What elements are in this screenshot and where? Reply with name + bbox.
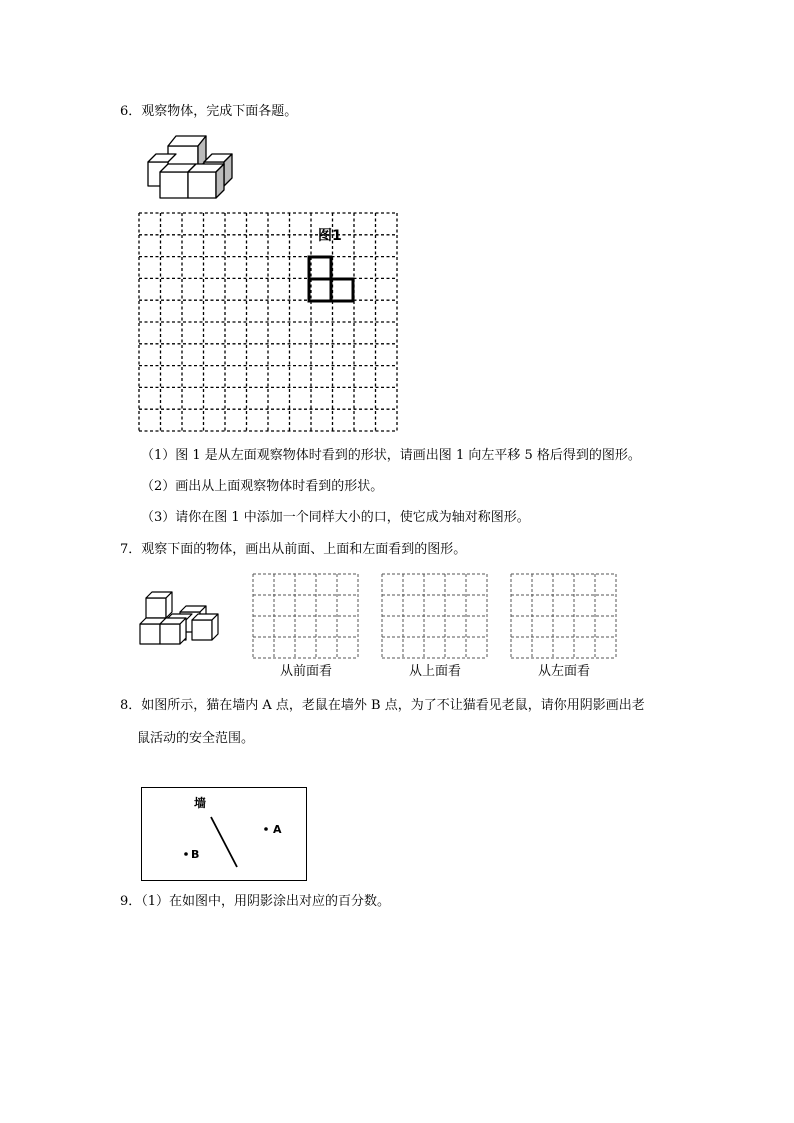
q6-sub1: （1）图 1 是从左面观察物体时看到的形状，请画出图 1 向左平移 5 格后得到的图形。 bbox=[141, 448, 641, 463]
q6-sub3: （3）请你在图 1 中添加一个同样大小的口，使它成为轴对称图形。 bbox=[141, 510, 530, 525]
q7-stem: 7．观察下面的物体，画出从前面、上面和左面看到的图形。 bbox=[120, 542, 467, 557]
caption-top: 从上面看 bbox=[408, 664, 461, 679]
q6-cube-figure bbox=[138, 130, 234, 202]
q7-grid-left bbox=[510, 573, 618, 659]
q9-stem: 9．（1）在如图中，用阴影涂出对应的百分数。 bbox=[120, 894, 391, 909]
q6-stem: 6．观察物体，完成下面各题。 bbox=[120, 104, 298, 119]
figure1-label: 图1 bbox=[318, 228, 342, 244]
q7-grid-top bbox=[381, 573, 489, 659]
caption-front: 从前面看 bbox=[279, 664, 332, 679]
q7-grid-front bbox=[252, 573, 360, 659]
q8-stem-line1: 8．如图所示，猫在墙内 A 点，老鼠在墙外 B 点，为了不让猫看见老鼠，请你用阴影画出老 bbox=[120, 698, 645, 713]
caption-left: 从左面看 bbox=[537, 664, 590, 679]
q8-diagram bbox=[141, 787, 307, 881]
figure1-shape bbox=[309, 257, 353, 301]
wall-label: 墙 bbox=[194, 796, 207, 810]
point-a-label: A bbox=[273, 823, 282, 836]
q8-stem-line2: 鼠活动的安全范围。 bbox=[137, 731, 255, 746]
q6-dotted-grid bbox=[138, 211, 400, 434]
q7-cube-figure bbox=[136, 586, 222, 650]
point-b-label: B bbox=[191, 848, 200, 861]
q6-sub2: （2）画出从上面观察物体时看到的形状。 bbox=[141, 479, 384, 494]
